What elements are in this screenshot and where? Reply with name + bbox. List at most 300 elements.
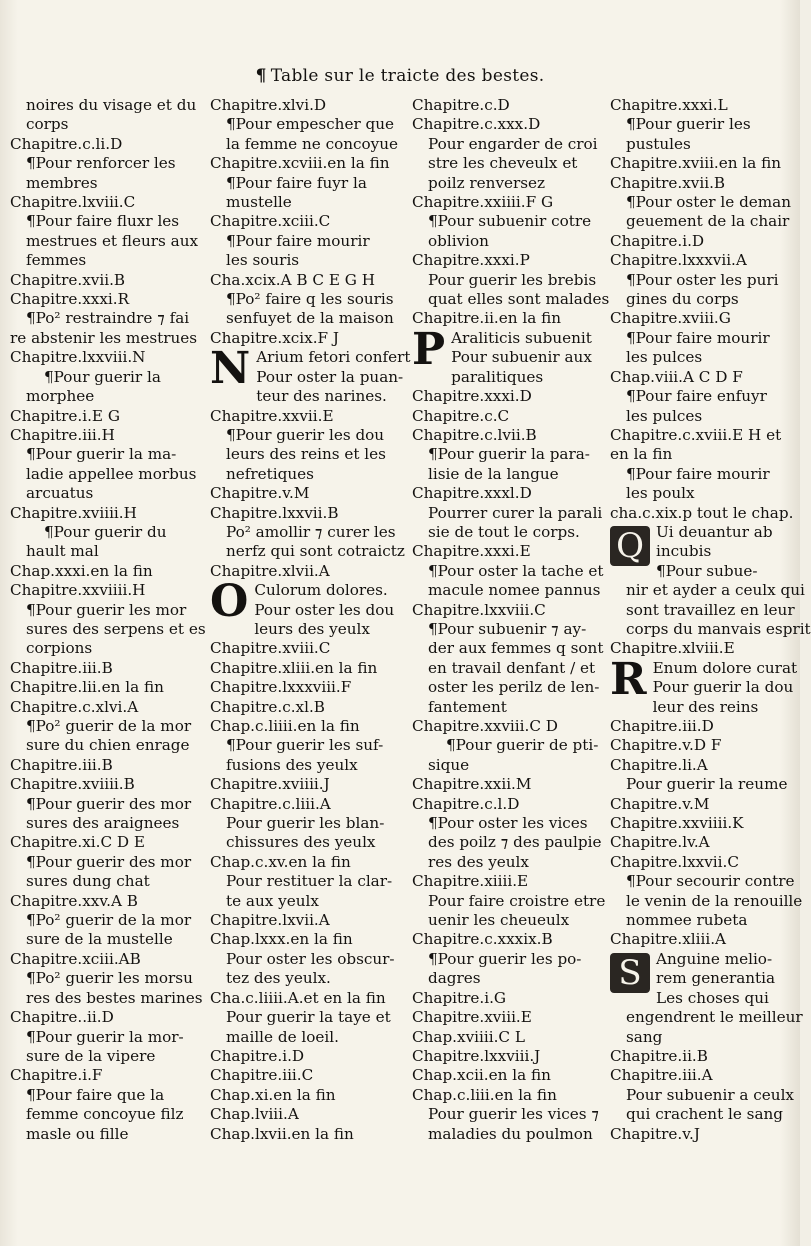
index-line <box>412 775 604 794</box>
index-line <box>210 989 406 1008</box>
index-line <box>412 601 604 620</box>
index-line-text: lisie de la langue <box>428 464 559 483</box>
index-line-text: ¶Pour faire enfuyr <box>626 387 767 406</box>
index-line-text: ¶Pour renforcer les <box>26 154 176 173</box>
index-line <box>210 1125 406 1144</box>
index-line <box>610 911 786 930</box>
index-line-text: Chapitre.xcviii.en la fin <box>210 154 390 173</box>
index-line-text: Chapitre.c.l.D <box>412 794 520 813</box>
index-line <box>10 445 204 464</box>
index-line <box>412 911 604 930</box>
index-line <box>610 154 786 173</box>
index-line-text: Chapitre.xliii.en la fin <box>210 658 378 677</box>
initial-capital: P <box>412 323 446 375</box>
index-line <box>210 717 406 736</box>
index-line-text: ¶Pour oster les vices <box>428 814 588 833</box>
index-line <box>610 600 795 620</box>
index-line <box>412 1008 604 1027</box>
index-line <box>10 698 204 717</box>
index-line-text: Cha.xcix.A B C E G H <box>210 270 375 289</box>
index-line <box>210 135 406 154</box>
index-line-text: Chapitre.lxxxvii.A <box>610 251 747 270</box>
index-line <box>210 872 406 891</box>
index-line-text: Chapitre.ii.B <box>610 1046 708 1065</box>
index-line-text: nommee rubeta <box>626 911 748 930</box>
index-line-text: der aux femmes q sont <box>428 639 604 658</box>
index-line <box>610 717 786 736</box>
index-line-text: oblivion <box>428 231 489 250</box>
index-line-text: noires du visage et du <box>26 96 197 114</box>
index-line-text: Araliticis subuenit <box>451 328 592 347</box>
index-line-text: Chapitre.lxxvii.B <box>210 503 339 522</box>
index-line-text: cha.c.xix.p tout le chap. <box>610 503 794 522</box>
index-line <box>210 426 406 445</box>
index-line-text: ¶Po² guerir de la mor <box>26 717 192 735</box>
index-line-text: Chapitre.xviiii.J <box>210 775 330 794</box>
index-line <box>412 309 604 328</box>
index-line <box>10 736 204 755</box>
index-line-text: Pour oster la puan- <box>256 367 404 386</box>
index-line <box>10 290 204 309</box>
index-line <box>210 562 406 581</box>
index-line-text: les souris <box>226 251 300 270</box>
index-line-text: incubis <box>656 542 712 561</box>
index-line <box>210 1105 406 1124</box>
index-line <box>10 1008 204 1027</box>
index-line-text: Chapitre.xvii.B <box>10 270 126 289</box>
index-line-text: Chapitre.ii.en la fin <box>412 309 562 328</box>
index-line <box>10 833 204 852</box>
index-line-text: Chapitre.xxxi.D <box>412 387 532 406</box>
index-line-text: paralitiques <box>451 367 544 386</box>
index-line-text: Pour subuenir aux <box>451 348 592 367</box>
index-line <box>210 212 406 231</box>
index-line-text: ¶Pour subue- <box>656 561 758 580</box>
index-line-text: ¶Pour faire mourir <box>226 231 370 250</box>
index-line <box>610 1008 803 1027</box>
index-line-text: Chapitre.i.F <box>10 1066 103 1085</box>
index-line <box>10 950 204 969</box>
index-line <box>412 833 604 852</box>
index-line-text: Chap.c.xv.en la fin <box>210 852 351 871</box>
index-line <box>610 174 786 193</box>
index-line <box>412 562 604 581</box>
index-line <box>210 193 406 212</box>
index-line <box>210 407 406 426</box>
index-line <box>412 1066 604 1085</box>
index-line <box>412 1105 604 1124</box>
index-line <box>10 795 204 814</box>
index-line <box>10 872 204 891</box>
index-line <box>610 853 786 872</box>
index-line <box>412 174 604 193</box>
index-line <box>412 426 604 445</box>
index-line-text: femme concoyue filz <box>26 1105 184 1124</box>
index-line <box>210 756 406 775</box>
index-line-text: Pour guerir la dou <box>652 678 794 697</box>
index-line-text: ladie appellee morbus <box>26 464 197 483</box>
index-line-text: morphee <box>26 387 95 406</box>
index-line <box>10 348 204 367</box>
index-line-text: Chapitre.xciii.AB <box>10 949 141 968</box>
index-line-text: Chapitre.xviii.G <box>610 309 731 328</box>
index-line <box>412 1047 604 1066</box>
index-line <box>610 465 786 484</box>
index-line-text: Chapitre..ii.D <box>10 1008 114 1027</box>
index-line <box>610 445 786 464</box>
index-line-text: Chap.xi.en la fin <box>210 1085 336 1104</box>
index-line-text: ¶Pour oster les puri <box>626 270 779 289</box>
index-line <box>610 1085 794 1105</box>
index-line <box>412 1086 604 1105</box>
index-line <box>210 445 406 464</box>
index-line-text: sie de tout le corps. <box>428 522 580 541</box>
index-line-text: ¶Pour guerir les po- <box>428 949 582 968</box>
index-line <box>210 911 406 930</box>
index-line-text: Chapitre.xciii.C <box>210 212 331 231</box>
index-line-text: ¶Pour faire mourir <box>626 328 770 347</box>
running-head <box>0 66 800 86</box>
index-line-text: Chapitre.c.xxxix.B <box>412 930 553 949</box>
index-line-text: fantement <box>428 697 507 716</box>
index-line-text: Chapitre.xxxl.D <box>412 484 532 503</box>
index-line-text: sure du chien enrage <box>26 736 190 755</box>
index-line <box>610 1047 786 1066</box>
index-line <box>412 465 604 484</box>
index-line <box>412 212 604 231</box>
index-line-text: corps du manvais esprit <box>626 619 811 638</box>
index-line <box>210 833 406 852</box>
index-line <box>412 639 604 658</box>
index-line-text: mestrues et fleurs aux <box>26 231 199 250</box>
column-4 <box>610 96 811 1201</box>
index-line-text: poilz renversez <box>428 173 546 192</box>
index-line-text: Chapitre.c.lvii.B <box>412 425 537 444</box>
index-line <box>412 407 604 426</box>
index-line-text: ¶Pour empescher que <box>226 115 395 134</box>
index-line <box>10 523 204 542</box>
index-line <box>210 795 406 814</box>
index-line-text: ¶Pour guerir la mor- <box>26 1027 184 1046</box>
index-line <box>10 407 204 426</box>
index-line-text: Chapitre.xviiii.H <box>10 503 137 522</box>
index-line-text: rem generantia <box>656 969 776 988</box>
index-line-text: Chapitre.v.D F <box>610 736 722 755</box>
index-line-text: Chapitre.xiiii.E <box>412 872 529 891</box>
index-line-text: Chapitre.lxxvii.C <box>610 852 739 871</box>
index-line-text: Pourrer curer la parali <box>428 503 603 522</box>
index-line-text: Chapitre.iii.A <box>610 1066 713 1085</box>
index-line <box>10 542 204 561</box>
index-line <box>10 581 204 600</box>
index-line-text: Chapitre.iii.D <box>610 717 714 735</box>
index-line-text: res des bestes marines <box>26 988 203 1007</box>
index-line-text: Chap.xcii.en la fin <box>412 1066 551 1085</box>
index-line <box>10 989 204 1008</box>
index-line-text: le venin de la renouille <box>626 891 803 910</box>
index-line-text: Chapitre.xlvii.A <box>210 561 330 580</box>
index-line-text: les pulces <box>626 406 703 425</box>
index-line <box>210 251 406 270</box>
index-line-text: fusions des yeulx <box>226 755 358 774</box>
index-line <box>10 135 204 154</box>
index-line <box>610 581 805 600</box>
index-line <box>10 1125 204 1144</box>
index-line <box>412 950 604 969</box>
index-line-text: Chapitre.lv.A <box>610 833 710 852</box>
index-line-text: Po² amollir ⁊ curer les <box>226 522 396 541</box>
index-line-text: les pulces <box>626 348 703 367</box>
index-line <box>610 96 786 115</box>
index-line <box>10 678 204 697</box>
index-line <box>610 115 786 134</box>
index-line-text: Chap.xxxi.en la fin <box>10 561 153 580</box>
index-line <box>210 639 406 658</box>
index-line <box>412 698 604 717</box>
index-line <box>610 193 792 212</box>
index-line-text: Chapitre.xcix.F J <box>210 328 339 347</box>
index-line-text: Chapitre.lxxviii.N <box>10 348 146 367</box>
index-line-text: qui crachent le sang <box>626 1105 784 1124</box>
index-line-text: Chapitre.xxxi.L <box>610 96 728 114</box>
index-line-text: sure de la mustelle <box>26 930 173 949</box>
index-line-text: Pour guerir les vices ⁊ <box>428 1105 599 1124</box>
index-line-text: mustelle <box>226 193 292 212</box>
index-line-text: ¶Pour faire mourir <box>626 464 770 483</box>
index-line <box>210 969 406 988</box>
index-line <box>610 348 786 367</box>
index-line-text: Chapitre.iii.B <box>10 658 113 677</box>
index-line <box>412 193 604 212</box>
index-line-text: ¶Pour guerir du <box>44 522 167 541</box>
index-line <box>10 193 204 212</box>
index-line-text: Chapitre.xxviii.C D <box>412 717 558 735</box>
index-line <box>210 1047 406 1066</box>
index-line <box>10 387 204 406</box>
index-line-text: ¶Po² restraindre ⁊ fai <box>26 309 190 328</box>
pilcrow-icon: ¶ <box>255 66 267 86</box>
index-line <box>210 96 406 115</box>
index-line-text: geuement de la chair <box>626 212 790 231</box>
index-line-text: ¶Pour guerir des mor <box>26 852 192 871</box>
index-line-text: Chap.lxxx.en la fin <box>210 930 353 949</box>
index-line-text: Pour oster les dou <box>254 600 395 619</box>
index-line <box>10 154 204 173</box>
index-line <box>10 639 204 658</box>
index-line <box>10 174 204 193</box>
index-line <box>210 309 406 328</box>
index-line-text: corps <box>26 115 69 134</box>
index-line <box>412 872 604 891</box>
index-line <box>210 232 406 251</box>
index-line-text: Chapitre.lxxviii.J <box>412 1046 541 1065</box>
index-line-text: Chapitre.xxxi.P <box>412 251 530 270</box>
index-line <box>610 387 786 406</box>
index-line <box>610 426 786 445</box>
index-line <box>10 911 204 930</box>
index-line-text: Chapitre.xxvii.E <box>210 406 334 425</box>
index-line <box>610 309 786 328</box>
index-line-text: Chapitre.xviii.en la fin <box>610 154 782 173</box>
index-line-text: Pour oster les obscur- <box>226 949 395 968</box>
index-line-text: sure de la vipere <box>26 1046 156 1065</box>
index-line <box>210 1028 406 1047</box>
column-2 <box>210 96 411 1201</box>
index-line-text: Pour faire croistre etre <box>428 891 606 910</box>
index-line <box>412 620 604 639</box>
index-line-text: Chapitre.v.M <box>610 794 710 813</box>
initial-capital: O <box>210 576 249 628</box>
index-line-text: Chapitre.xviii.E <box>412 1008 532 1027</box>
index-line <box>412 387 604 406</box>
index-line <box>10 426 204 445</box>
index-line <box>10 930 204 949</box>
index-line <box>610 407 786 426</box>
index-line-text: Chapitre.lxviii.C <box>10 193 136 212</box>
index-line <box>412 523 604 542</box>
index-line <box>210 853 406 872</box>
index-line-text: Chap.lxvii.en la fin <box>210 1124 354 1143</box>
index-line <box>412 795 604 814</box>
column-1 <box>10 96 204 1201</box>
index-line-text: femmes <box>26 251 87 270</box>
index-line <box>210 1066 406 1085</box>
index-line-text: ¶Pour faire que la <box>26 1085 165 1104</box>
index-line-text: ¶Po² guerir de la mor <box>26 911 192 930</box>
index-line <box>610 212 790 231</box>
index-line-text: Pour engarder de croi <box>428 134 598 153</box>
index-line-text: des poilz ⁊ des paulpie <box>428 833 602 852</box>
index-line-text: Chapitre.lxxviii.C <box>412 600 546 619</box>
index-line <box>610 872 795 891</box>
index-line-text: Chap.viii.A C D F <box>610 367 743 386</box>
index-line <box>412 581 604 600</box>
index-line <box>412 1125 604 1144</box>
index-line-text: Chapitre.c.C <box>412 406 510 425</box>
index-line <box>10 892 204 911</box>
index-line-text: Chapitre.c.xl.B <box>210 697 325 716</box>
index-line-text: ¶Pour guerir la ma- <box>26 445 177 464</box>
index-line-text: Chapitre.iii.B <box>10 755 113 774</box>
index-line-text: leur des reins <box>652 697 759 716</box>
index-line <box>210 154 406 173</box>
index-line-text: Cha.c.liiii.A.et en la fin <box>210 988 386 1007</box>
column-3 <box>412 96 610 1201</box>
index-line <box>610 1105 786 1124</box>
index-line-text: Chapitre.xliii.A <box>610 930 727 949</box>
index-line <box>412 659 604 678</box>
index-line-text: Pour guerir la taye et <box>226 1008 391 1027</box>
index-line-text: Chapitre.li.A <box>610 755 708 774</box>
index-line-text: Enum dolore curat <box>652 658 798 677</box>
index-line-text: Chap.xviiii.C L <box>412 1027 525 1046</box>
index-line-text: Chapitre.lii.en la fin <box>10 678 164 697</box>
index-line-text: ¶Po² faire q les souris <box>226 290 394 309</box>
index-line-text: Chapitre.lxxxviii.F <box>210 678 352 697</box>
index-line-text: membres <box>26 173 98 192</box>
index-line <box>412 115 604 134</box>
index-line-text: Chapitre.c.D <box>412 96 510 114</box>
index-line <box>10 368 204 387</box>
index-line <box>210 698 406 717</box>
index-line-text: Chapitre.lxvii.A <box>210 911 330 930</box>
index-line-text: Chapitre.xvii.B <box>610 173 726 192</box>
index-line-text: sures des araignees <box>26 814 180 833</box>
index-line <box>10 1066 204 1085</box>
index-line-text: en la fin <box>610 445 673 464</box>
index-line <box>210 930 406 949</box>
index-line-text: Pour restituer la clar- <box>226 872 393 891</box>
index-line <box>210 1008 406 1027</box>
index-line-text: senfuyet de la maison <box>226 309 394 328</box>
index-line <box>610 833 786 852</box>
index-line <box>610 639 786 658</box>
index-line <box>412 930 604 949</box>
index-line-text: ¶Po² guerir les morsu <box>26 969 193 988</box>
index-line-text: nefretiques <box>226 464 314 483</box>
index-line-text: Chap.lviii.A <box>210 1105 299 1124</box>
index-line-text: Chapitre.xxv.A B <box>10 891 138 910</box>
index-line-text: ¶Pour subuenir cotre <box>428 212 592 231</box>
index-line <box>10 814 204 833</box>
index-line <box>412 135 604 154</box>
index-line-text: chissures des yeulx <box>226 833 376 852</box>
index-line <box>210 950 406 969</box>
index-line <box>210 542 406 561</box>
index-line <box>10 620 204 639</box>
index-line-text: ¶Pour guerir la para- <box>428 445 590 464</box>
index-line-text: masle ou fille <box>26 1124 129 1143</box>
index-line <box>610 503 794 523</box>
index-line <box>610 271 786 290</box>
index-line-text: Chapitre.xlviii.E <box>610 639 735 658</box>
index-line-text: ¶Pour guerir des mor <box>26 794 192 813</box>
index-line-text: la femme ne concoyue <box>226 134 398 153</box>
index-line <box>210 736 406 755</box>
index-line <box>10 1086 204 1105</box>
index-line-text: teur des narines. <box>256 387 387 406</box>
index-line-text: Pour subuenir a ceulx <box>626 1085 794 1104</box>
index-line <box>10 212 204 231</box>
index-line-text: Pour guerir la reume <box>626 775 788 794</box>
index-line <box>412 484 604 503</box>
ornamental-initial: S <box>610 953 650 993</box>
index-line <box>610 1125 786 1144</box>
index-line <box>610 1028 786 1047</box>
index-line <box>610 619 811 639</box>
index-line <box>210 115 406 134</box>
index-line-text: Chapitre.c.xviii.E H et <box>610 425 782 444</box>
index-line <box>412 1028 604 1047</box>
index-line-text: ¶Pour guerir les <box>626 115 751 134</box>
index-line-text: uenir les cheueulx <box>428 911 570 930</box>
index-line-text: Chapitre.xxiiii.F G <box>412 193 554 212</box>
index-line <box>412 504 604 523</box>
index-line-text: Culorum dolores. <box>254 581 388 600</box>
index-line-text: arcuatus <box>26 484 94 503</box>
index-line-text: Chapitre.i.D <box>610 231 705 250</box>
index-line-text: Chapitre.xxviiii.H <box>10 581 146 600</box>
ornamental-initial: Q <box>610 526 650 566</box>
index-line <box>412 717 604 736</box>
index-line <box>412 154 604 173</box>
index-line <box>10 271 204 290</box>
index-line-text: Chapitre.xxxi.R <box>10 290 130 309</box>
index-line <box>610 329 786 348</box>
index-line-text: sures dung chat <box>26 872 150 891</box>
index-line-text: Chapitre.xxviiii.K <box>610 814 744 833</box>
index-line-text: Chapitre.c.liii.A <box>210 794 331 813</box>
